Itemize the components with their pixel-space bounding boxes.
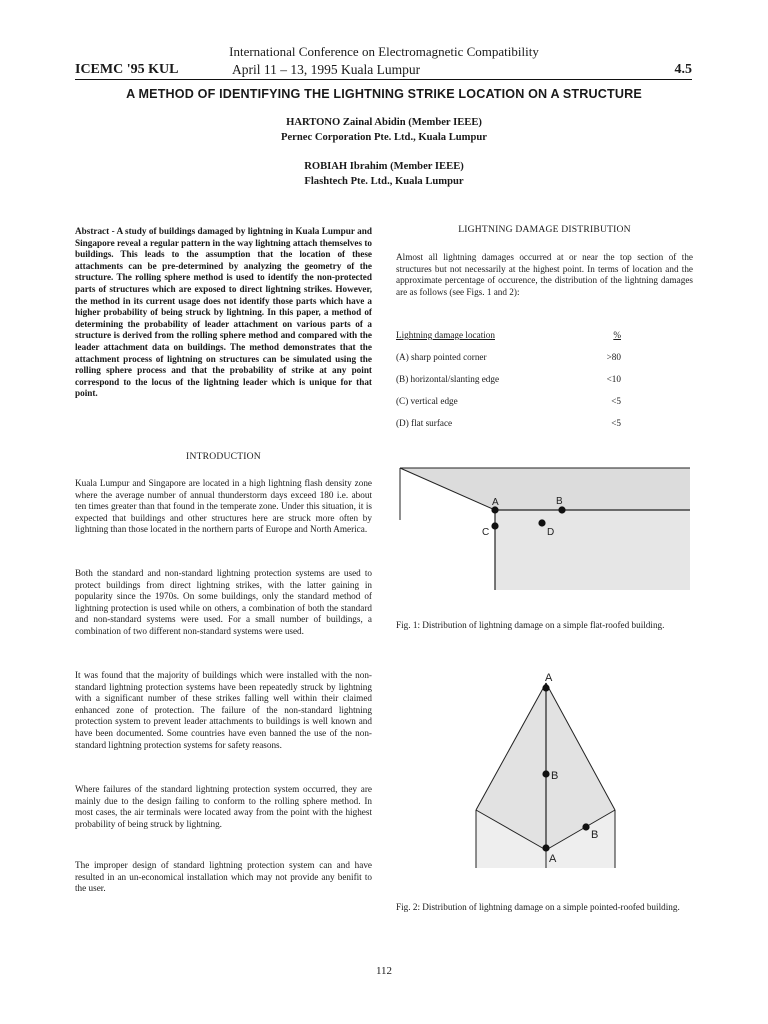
damage-percent-header: %: [613, 330, 621, 340]
figure-1-caption: Fig. 1: Distribution of lightning damage on a simple flat-roofed building.: [396, 620, 665, 630]
conference-code: ICEMC '95 KUL: [75, 62, 179, 77]
damage-row-location: (C) vertical edge: [396, 396, 458, 406]
fig1-label-c: C: [482, 527, 490, 538]
fig2-label-b-right: B: [591, 829, 599, 841]
fig2-point-b-mid: [542, 770, 549, 777]
damage-intro: Almost all lightning damages occurred at or near the top section of the structures but not necessarily at the highest point. In terms of location and the approximate percentage of occurence, the distribution of the lightning damages are as follows (see Figs. 1 and 2):: [396, 252, 693, 297]
conference-name: International Conference on Electromagnetic Compatibility: [229, 44, 539, 59]
damage-row-location: (B) horizontal/slanting edge: [396, 374, 500, 384]
damage-row-percent: <10: [606, 374, 621, 384]
abstract: Abstract - A study of buildings damaged by lightning in Kuala Lumpur and Singapore reveal a regular pattern in the way lightning attach themselves to buildings. This leads to the assumption that the location of these attachments can be pre-determined by analyzing the geometry of the structure. The rolling sphere method is used to identify the non-protected parts of structures which are exposed to direct lightning strikes. However, the method in its current usage does not identify those parts which have a higher probability of being struck by lightning. In this paper, a method of determining the probability of leader attachment on various parts of a structure is derived from the rolling sphere method and compared with the leader attachment data on buildings. The method demonstrates that the attachment process of lightning on structures can be simulated using the rolling sphere process and that the probability of strike at any point correspond to the locus of the lightning leader which is unique for that point.: [75, 226, 372, 399]
damage-row-location: (A) sharp pointed corner: [396, 352, 487, 362]
paper-number: 4.5: [674, 62, 692, 77]
fig2-label-a-bottom: A: [549, 853, 557, 865]
fig1-roof-fill: [400, 468, 690, 510]
author-2-affiliation: Flashtech Pte. Ltd., Kuala Lumpur: [304, 176, 464, 187]
fig2-label-a-top: A: [545, 672, 553, 684]
author-2-name: ROBIAH Ibrahim (Member IEEE): [304, 161, 464, 172]
damage-location-header: Lightning damage location: [396, 330, 495, 340]
conference-date: April 11 – 13, 1995 Kuala Lumpur: [232, 62, 421, 77]
intro-paragraph-1: Kuala Lumpur and Singapore are located in a high lightning flash density zone where the average number of annual thunderstorm days exceed 180 i.e. about ten times greater than that found in the temperate zone. Under this situation, it is expected that buildings and other structures here are struck more often by lightning than those located in the northern parts of Europe and North America.: [75, 478, 372, 535]
header-rule: [75, 79, 692, 80]
figure-2-pointed-roof-building: [470, 668, 620, 868]
fig1-label-b: B: [556, 496, 563, 507]
fig2-label-b-mid: B: [551, 770, 559, 782]
intro-paragraph-5: The improper design of standard lightning protection system can and have resulted in an un-economical installation which may not provide any benifit to the user.: [75, 860, 372, 894]
damage-heading: LIGHTNING DAMAGE DISTRIBUTION: [458, 224, 631, 235]
author-1-affiliation: Pernec Corporation Pte. Ltd., Kuala Lumpur: [281, 132, 487, 143]
fig2-point-a-bottom: [542, 844, 549, 851]
page-number: 112: [375, 965, 393, 977]
damage-row-percent: >80: [606, 352, 621, 362]
fig1-point-b: [558, 506, 565, 513]
header-row: [75, 62, 692, 80]
fig1-point-c: [491, 522, 498, 529]
fig2-point-a-top: [542, 684, 549, 691]
intro-paragraph-2: Both the standard and non-standard lightning protection systems are used to protect buildings from direct lightning strikes, with the latter gaining in popularity since the 1970s. On some buildings, only the standard method of lightning protection is used while on others, a combination of both the standard and non-standard systems were used. For a small number of buildings, a combination of two different non-standard systems were used.: [75, 568, 372, 636]
paper-title: A METHOD OF IDENTIFYING THE LIGHTNING STRIKE LOCATION ON A STRUCTURE: [126, 87, 642, 101]
intro-paragraph-3: It was found that the majority of buildings which were installed with the non-standard lightning protection systems have been repeatedly struck by lightning with a significant number of these strikes falling well within their claimed enhanced zone of protection. The failure of the non-standard lightning protection system to prevent leader attachments to buildings is well known and have been documented. Some countries have even banned the use of the non-standard lightning protection systems for safety reasons.: [75, 670, 372, 750]
figure-1-flat-roof-building: [390, 460, 700, 600]
damage-row-percent: <5: [611, 396, 621, 406]
fig1-point-d: [538, 519, 545, 526]
author-1-name: HARTONO Zainal Abidin (Member IEEE): [286, 117, 482, 128]
damage-row-percent: <5: [611, 418, 621, 428]
fig2-point-b-right: [582, 823, 589, 830]
introduction-heading: INTRODUCTION: [186, 451, 261, 462]
fig1-label-a: A: [492, 497, 499, 508]
figure-2-caption: Fig. 2: Distribution of lightning damage on a simple pointed-roofed building.: [396, 902, 680, 912]
intro-paragraph-4: Where failures of the standard lightning protection system occurred, they are mainly due to the design failing to conform to the rolling sphere method. In most cases, the air terminals were located away from the point with the highest probability of being struck by lightning.: [75, 784, 372, 829]
damage-row-location: (D) flat surface: [396, 418, 453, 428]
fig1-label-d: D: [547, 527, 555, 538]
